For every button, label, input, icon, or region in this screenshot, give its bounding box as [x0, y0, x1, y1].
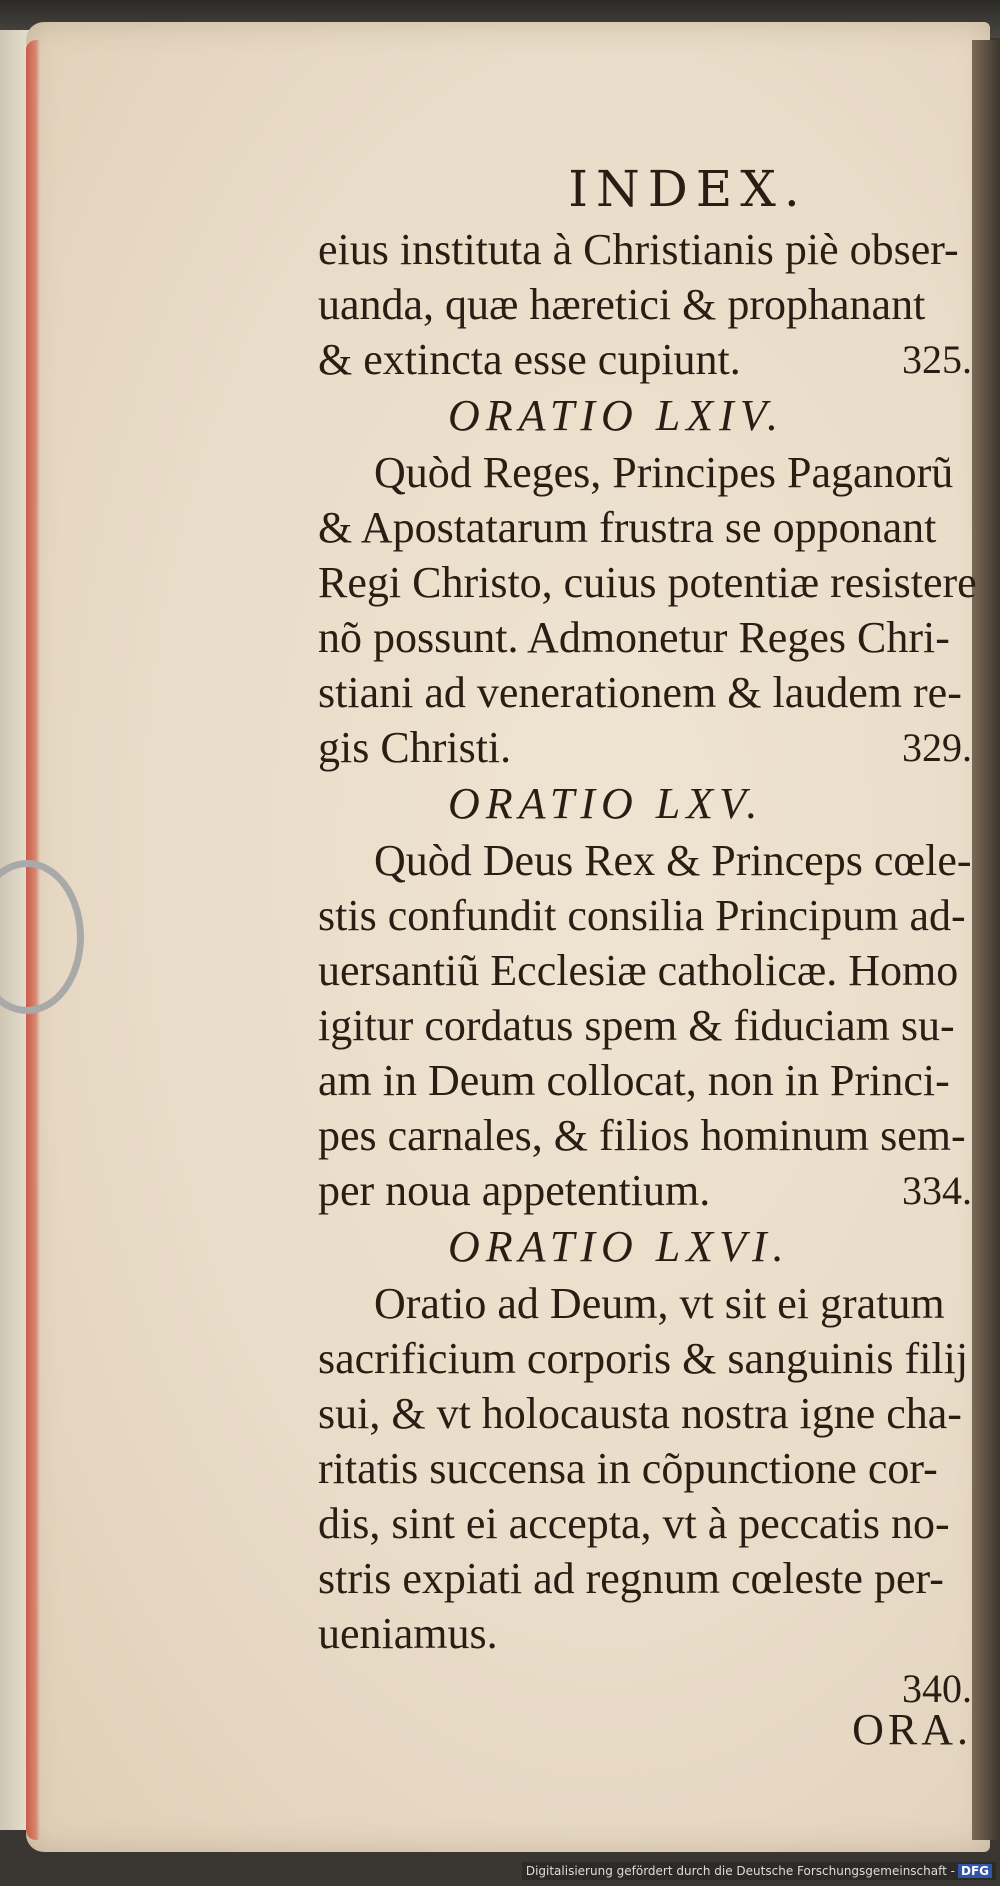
text-line: am in Deum collocat, non in Princi-: [318, 1056, 950, 1105]
text-line: dis, sint ei accepta, vt à peccatis no-: [318, 1499, 950, 1548]
credit-text: Digitalisierung gefördert durch die Deutsche Forschungsgemeinschaft -: [525, 1864, 955, 1878]
text-line: Oratio ad Deum, vt sit ei gratum: [374, 1279, 945, 1328]
text-line: [318, 720, 978, 775]
index-entry-lxv: [318, 775, 978, 1218]
text-line-content: & extincta esse cupiunt.: [318, 335, 741, 384]
text-line: ritatis succensa in cõpunctione cor-: [318, 1444, 938, 1493]
text-line: sui, & vt holocausta nostra igne cha-: [318, 1389, 962, 1438]
text-line: pes carnales, & filios hominum sem-: [318, 1111, 966, 1160]
index-text: [318, 160, 978, 1755]
catchword: ORA.: [852, 1705, 972, 1754]
digitization-credit: [522, 1862, 996, 1880]
text-line: Quòd Reges, Principes Paganorũ: [374, 448, 954, 497]
text-line-content: ueniamus.: [318, 1609, 498, 1658]
text-line: sacrificium corporis & sanguinis filij: [318, 1334, 969, 1383]
text-line: [318, 1606, 978, 1661]
text-line: [318, 1661, 978, 1711]
section-heading: ORATIO LXV.: [448, 779, 764, 828]
dfg-logo: DFG: [958, 1864, 992, 1878]
page-reference: 340.: [902, 1666, 972, 1711]
text-line: eius instituta à Christianis piè obser-: [318, 225, 959, 274]
page-header: INDEX.: [568, 160, 808, 218]
section-heading: ORATIO LXVI.: [448, 1222, 790, 1271]
intro-entry: [318, 222, 978, 387]
text-line-content: gis Christi.: [318, 723, 512, 772]
section-heading: ORATIO LXIV.: [448, 391, 784, 440]
text-line: [318, 332, 978, 387]
index-entry-lxiv: [318, 387, 978, 775]
page-reference: 334.: [902, 1168, 972, 1213]
text-line: & Apostatarum frustra se opponant: [318, 503, 937, 552]
text-line: Regi Christo, cuius potentiæ resistere: [318, 558, 977, 607]
page-reference: 329.: [902, 725, 972, 770]
text-line: uersantiũ Ecclesiæ catholicæ. Homo: [318, 946, 959, 995]
index-entry-lxvi: [318, 1218, 978, 1711]
text-line: Quòd Deus Rex & Princeps cœle-: [374, 836, 972, 885]
text-line: stiani ad venerationem & laudem re-: [318, 668, 962, 717]
text-line: nõ possunt. Admonetur Reges Chri-: [318, 613, 950, 662]
page-reference: 325.: [902, 337, 972, 382]
text-line: igitur cordatus spem & fiduciam su-: [318, 1001, 955, 1050]
text-line: stris expiati ad regnum cœleste per-: [318, 1554, 944, 1603]
text-line: stis confundit consilia Principum ad-: [318, 891, 966, 940]
text-line: [318, 1163, 978, 1218]
text-line: uanda, quæ hæretici & prophanant: [318, 280, 926, 329]
text-line-content: per noua appetentium.: [318, 1166, 711, 1215]
